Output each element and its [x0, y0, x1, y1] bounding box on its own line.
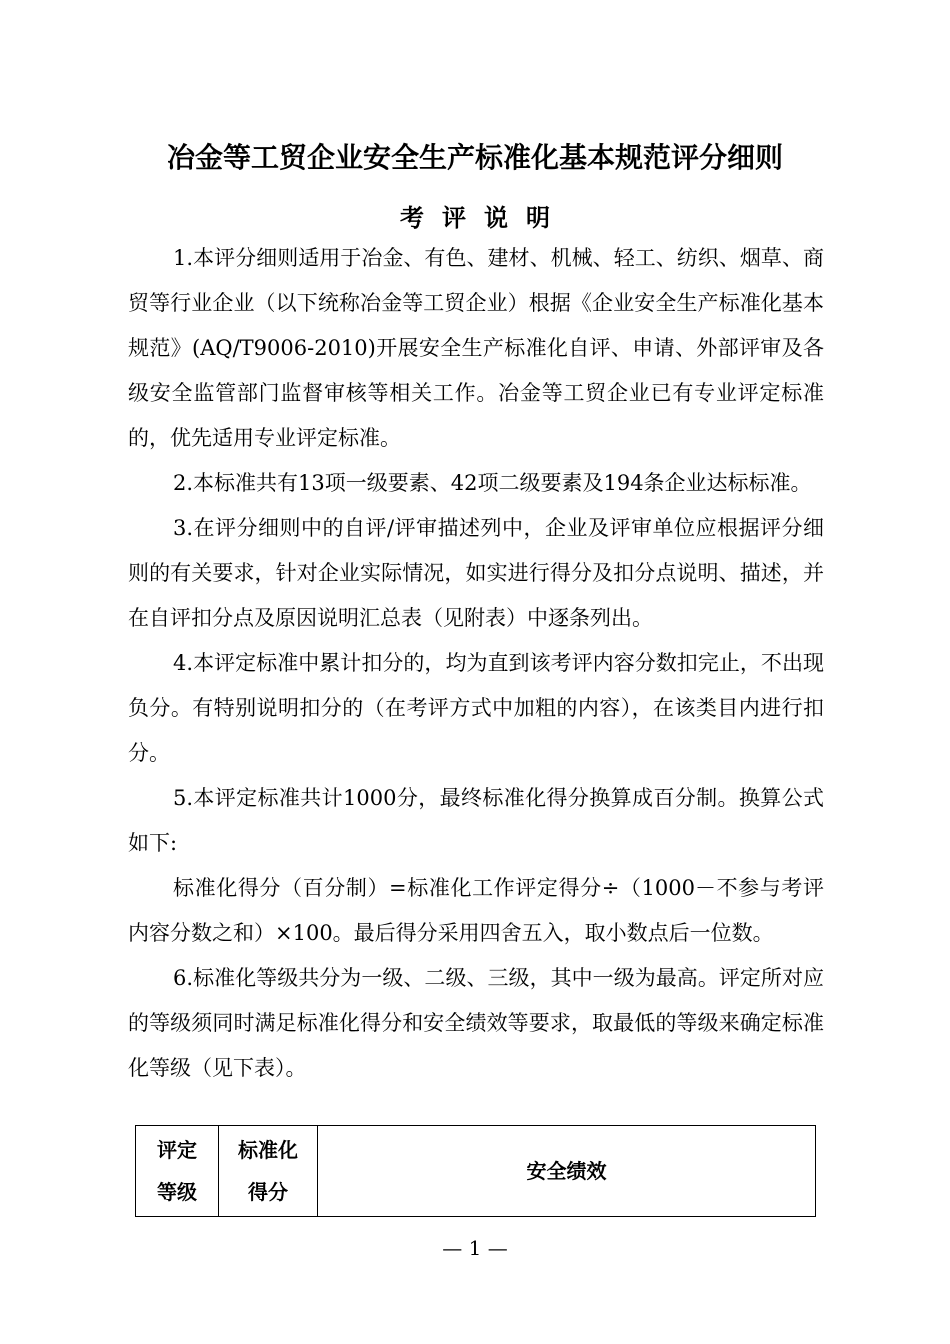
header-score-line2: 得分 — [248, 1180, 288, 1204]
header-cell-performance: 安全绩效 — [318, 1126, 816, 1217]
header-score-line1: 标准化 — [238, 1138, 298, 1162]
header-cell-level — [136, 1126, 219, 1217]
header-cell-score — [219, 1126, 318, 1217]
header-level-line1: 评定 — [157, 1138, 197, 1162]
grade-table — [135, 1125, 816, 1217]
section-heading: 考评说明 — [400, 204, 568, 232]
paragraph-5: 5.本评定标准共计1000分，最终标准化得分换算成百分制。换算公式如下: — [128, 786, 824, 855]
table-header-row — [136, 1126, 816, 1217]
paragraph-3: 3.在评分细则中的自评/评审描述列中，企业及评审单位应根据评分细则的有关要求，针对企业实际情况，如实进行得分及扣分点说明、描述，并在自评扣分点及原因说明汇总表（见附表）中逐条列出。 — [128, 516, 824, 630]
paragraph-1: 1.本评分细则适用于冶金、有色、建材、机械、轻工、纺织、烟草、商贸等行业企业（以下统称冶金等工贸企业）根据《企业安全生产标准化基本规范》(AQ/T9006-2010)开展安全生产标准化自评、申请、外部评审及各级安全监管部门监督审核等相关工作。冶金等工贸企业已有专业评定标准的，优先适用专业评定标准。 — [128, 246, 824, 450]
document-title: 冶金等工贸企业安全生产标准化基本规范评分细则 — [166, 141, 783, 174]
paragraph-2: 2.本标准共有13项一级要素、42项二级要素及194条企业达标标准。 — [173, 471, 812, 495]
header-level-line2: 等级 — [157, 1180, 197, 1204]
paragraph-6: 6.标准化等级共分为一级、二级、三级，其中一级为最高。评定所对应的等级须同时满足标准化得分和安全绩效等要求，取最低的等级来确定标准化等级（见下表）。 — [128, 966, 824, 1080]
body-text — [128, 236, 824, 1091]
paragraph-4: 4.本评定标准中累计扣分的，均为直到该考评内容分数扣完止，不出现负分。有特别说明扣分的（在考评方式中加粗的内容），在该类目内进行扣分。 — [128, 651, 824, 765]
paragraph-formula: 标准化得分（百分制）=标准化工作评定得分÷（1000－不参与考评内容分数之和）×100。最后得分采用四舍五入，取小数点后一位数。 — [128, 876, 824, 945]
page-number: — 1 — — [442, 1236, 508, 1260]
